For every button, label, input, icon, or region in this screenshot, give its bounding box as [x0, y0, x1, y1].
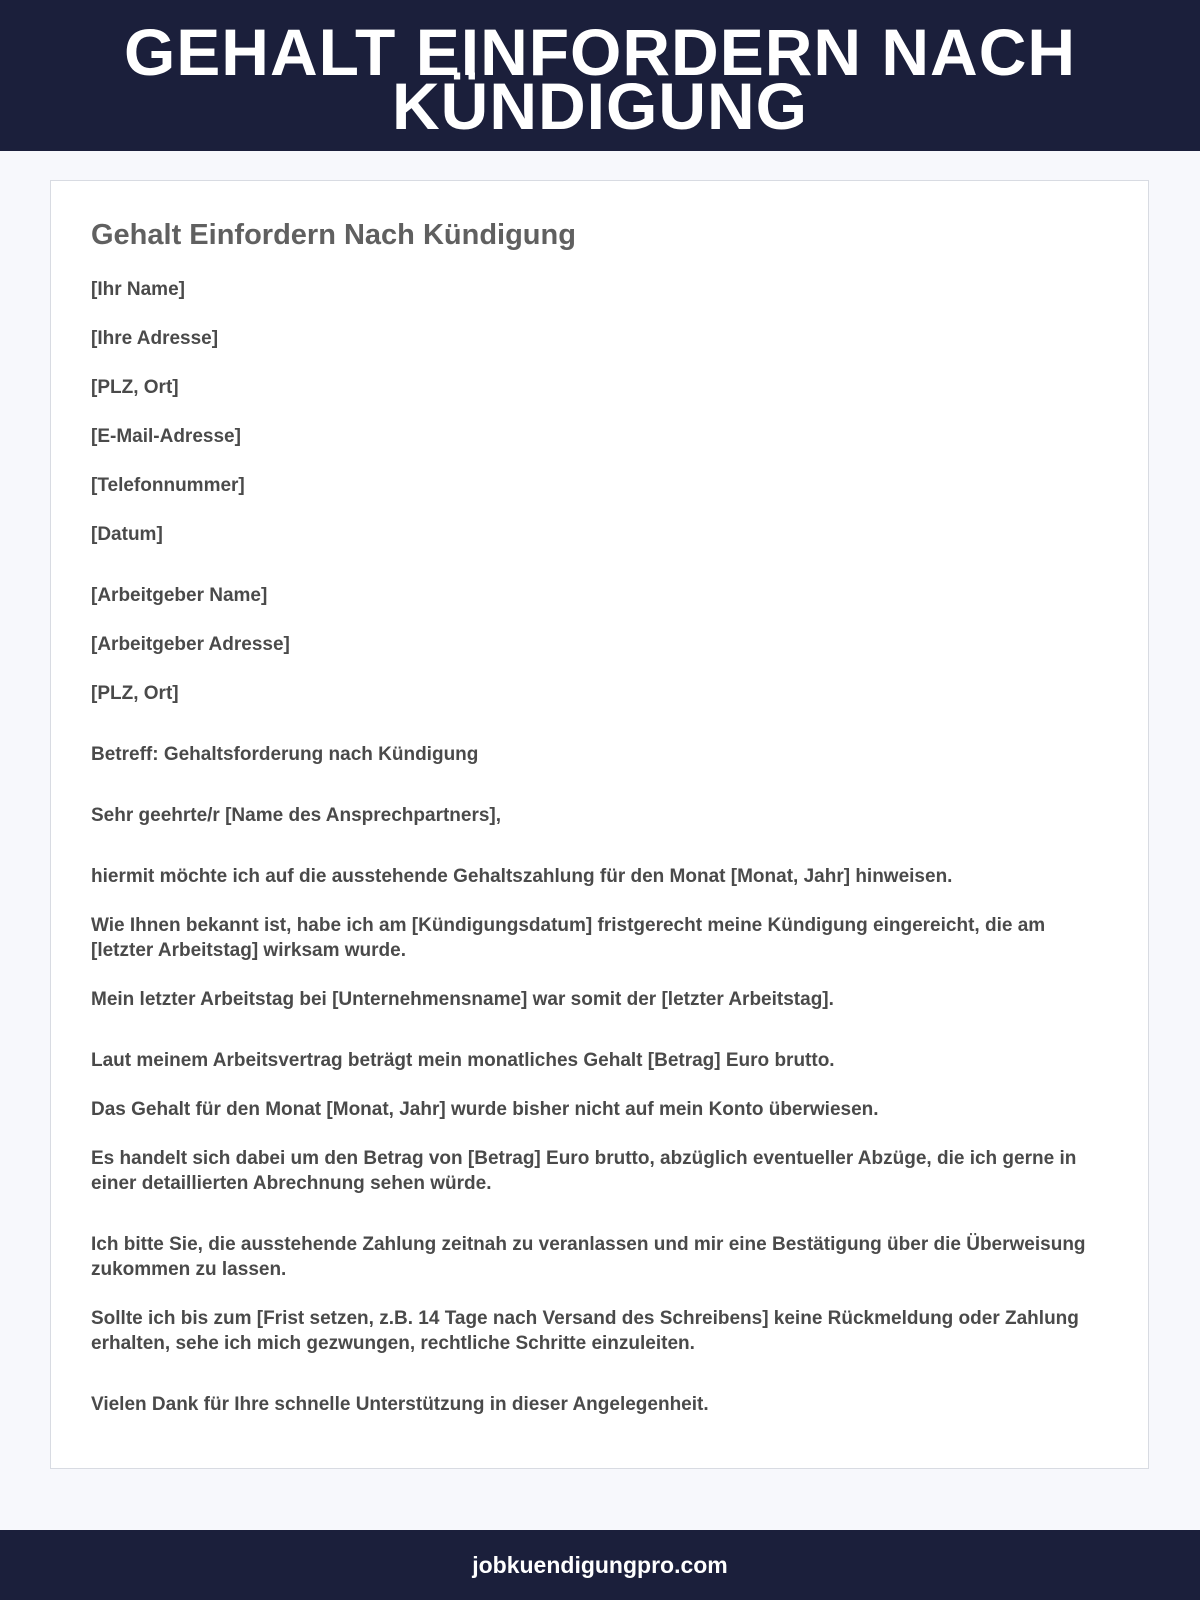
footer-site-link[interactable]: jobkuendigungpro.com — [472, 1551, 728, 1578]
page-footer — [0, 1530, 1200, 1600]
page-title: GEHALT EINFORDERN NACH KÜNDIGUNG — [123, 14, 1077, 143]
sender-zip-city: [PLZ, Ort] — [91, 377, 179, 398]
paragraph-7: Ich bitte Sie, die ausstehende Zahlung zeitnah zu veranlassen und mir eine Bestätigung über die Überweisung zukommen zu lassen. — [91, 1234, 1086, 1280]
recipient-zip-city: [PLZ, Ort] — [91, 683, 179, 704]
paragraph-3: Mein letzter Arbeitstag bei [Unternehmensname] war somit der [letzter Arbeitstag]. — [91, 989, 834, 1010]
paragraph-4: Laut meinem Arbeitsvertrag beträgt mein monatliches Gehalt [Betrag] Euro brutto. — [91, 1050, 835, 1071]
letter-card — [50, 180, 1149, 1469]
recipient-address: [Arbeitgeber Adresse] — [91, 634, 290, 655]
sender-name: [Ihr Name] — [91, 279, 185, 300]
paragraph-6: Es handelt sich dabei um den Betrag von [Betrag] Euro brutto, abzüglich eventueller Abzüge, die ich gerne in einer detaillierten Abrechnung sehen würde. — [91, 1148, 1077, 1194]
sender-phone: [Telefonnummer] — [91, 475, 245, 496]
paragraph-1: hiermit möchte ich auf die ausstehende Gehaltszahlung für den Monat [Monat, Jahr] hinweisen. — [91, 866, 953, 887]
letter-subject: Betreff: Gehaltsforderung nach Kündigung — [91, 744, 479, 765]
page-header — [0, 0, 1200, 151]
paragraph-8: Sollte ich bis zum [Frist setzen, z.B. 14 Tage nach Versand des Schreibens] keine Rückmeldung oder Zahlung erhalten, sehe ich mich gezwungen, rechtliche Schritte einzuleiten. — [91, 1308, 1079, 1354]
letter-salutation: Sehr geehrte/r [Name des Ansprechpartners], — [91, 805, 502, 826]
paragraph-2: Wie Ihnen bekannt ist, habe ich am [Kündigungsdatum] fristgerecht meine Kündigung eingereicht, die am [letzter Arbeitstag] wirksam wurde. — [91, 915, 1046, 961]
sender-address: [Ihre Adresse] — [91, 328, 219, 349]
sender-email: [E-Mail-Adresse] — [91, 426, 241, 447]
paragraph-5: Das Gehalt für den Monat [Monat, Jahr] wurde bisher nicht auf mein Konto überwiesen. — [91, 1099, 879, 1120]
recipient-name: [Arbeitgeber Name] — [91, 585, 268, 606]
letter-date: [Datum] — [91, 524, 163, 545]
letter-title: Gehalt Einfordern Nach Kündigung — [91, 219, 576, 251]
paragraph-closing: Vielen Dank für Ihre schnelle Unterstützung in dieser Angelegenheit. — [91, 1394, 709, 1415]
